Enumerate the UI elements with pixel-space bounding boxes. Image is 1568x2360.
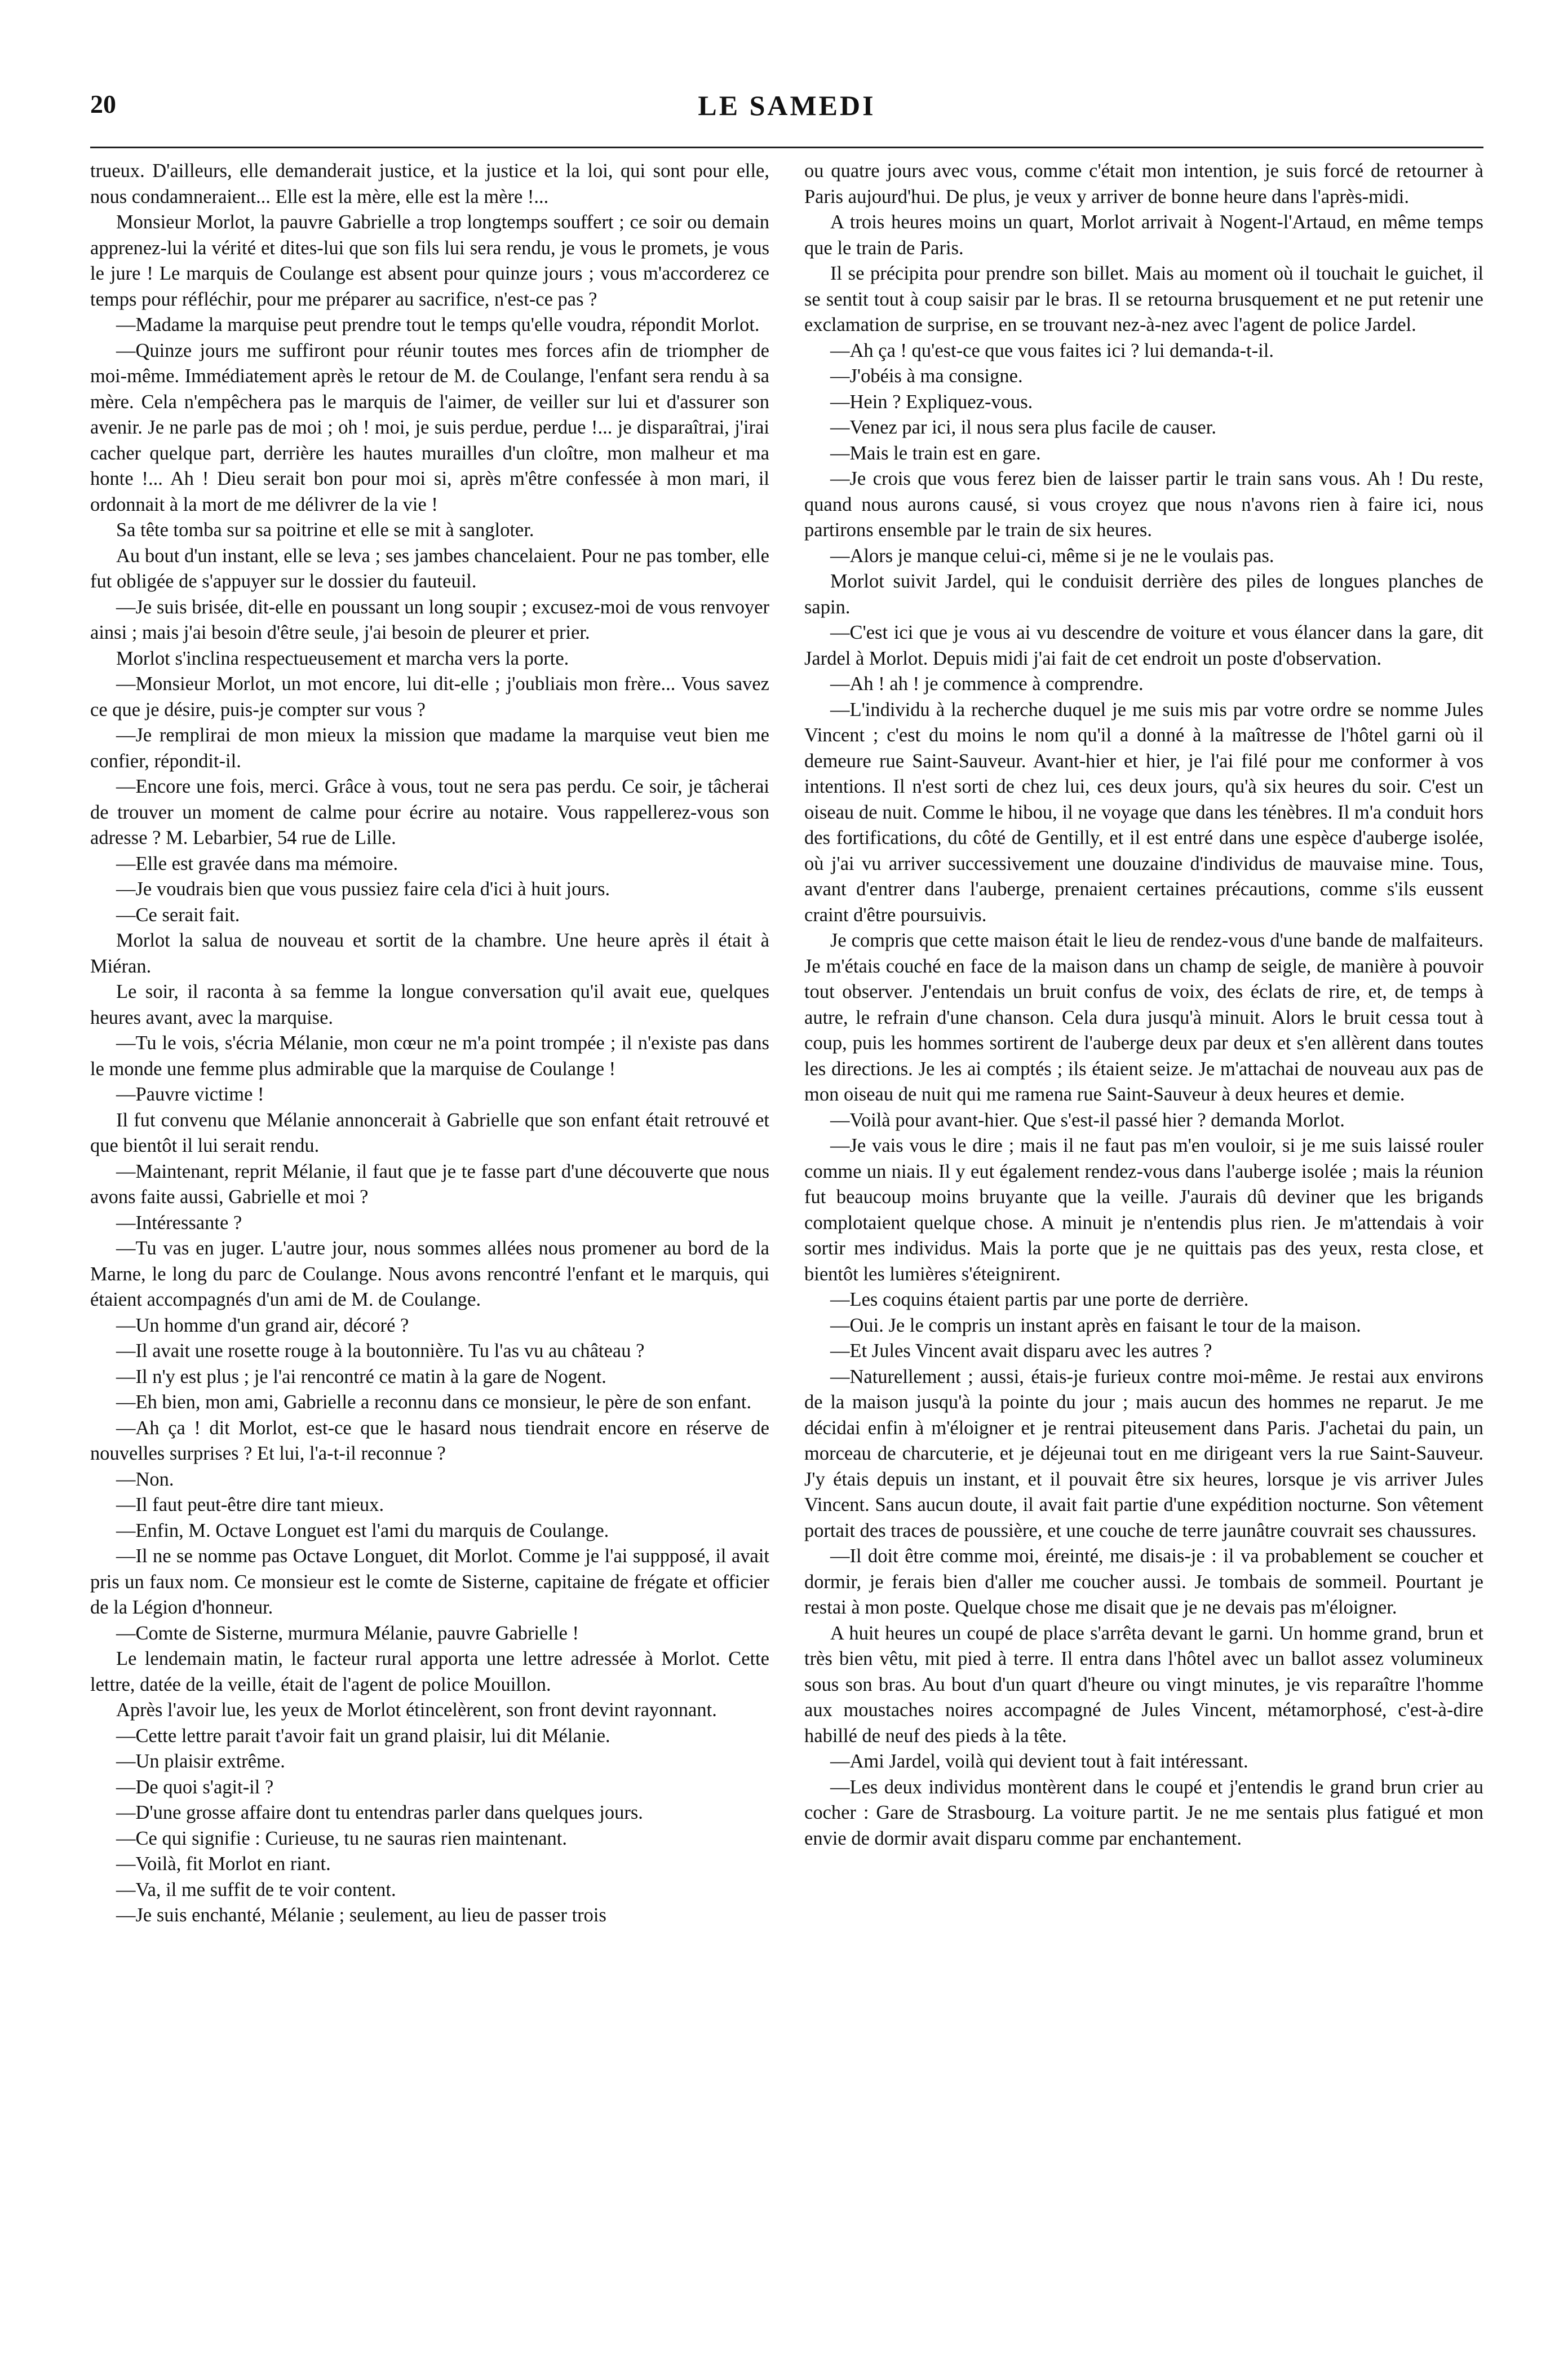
paragraph: —Il avait une rosette rouge à la boutonnière. Tu l'as vu au château ? — [116, 1340, 645, 1362]
paragraph: Sa tête tomba sur sa poitrine et elle se mit à sangloter. — [116, 519, 534, 541]
paragraph: —Venez par ici, il nous sera plus facile de causer. — [830, 417, 1216, 438]
paragraph: —Il n'y est plus ; je l'ai rencontré ce matin à la gare de Nogent. — [116, 1365, 606, 1387]
paragraph: —Voilà, fit Morlot en riant. — [116, 1853, 331, 1875]
paragraph: —Monsieur Morlot, un mot encore, lui dit-elle ; j'oubliais mon frère... Vous savez ce que je désire, puis-je compter sur vous ? — [90, 673, 769, 721]
paragraph: Après l'avoir lue, les yeux de Morlot étincelèrent, son front devint rayonnant. — [116, 1699, 717, 1721]
paragraph: —Elle est gravée dans ma mémoire. — [116, 852, 398, 874]
paragraph: —Pauvre victime ! — [116, 1084, 264, 1105]
paragraph: —Je crois que vous ferez bien de laisser partir le train sans vous. Ah ! Du reste, quand nous aurons causé, si vous croyez que nous n'avons rien à faire ici, nous partirons ensemble par le train de six heures. — [804, 468, 1483, 541]
paragraph: —Quinze jours me suffiront pour réunir toutes mes forces afin de triompher de moi-même. Immédiatement après le retour de M. de Coulange, l'enfant sera rendu à sa mère. Cela n'empêchera pas le marquis de l'aimer, de veiller sur lui et d'assurer son avenir. Je ne parle pas de moi ; oh ! moi, je suis perdue, perdue !... je disparaîtrai, j'irai cacher quelque part, derrière les hautes murailles d'un cloître, mon malheur et ma honte !... Ah ! Dieu serait bon pour moi si, après m'être confessée à mon mari, il ordonnait à la mort de me délivrer de la vie ! — [90, 339, 769, 515]
paragraph: —Maintenant, reprit Mélanie, il faut que je te fasse part d'une découverte que nous avons faite aussi, Gabrielle et moi ? — [90, 1160, 769, 1208]
paragraph: —Il ne se nomme pas Octave Longuet, dit Morlot. Comme je l'ai suppposé, il avait pris un faux nom. Ce monsieur est le comte de Sisterne, capitaine de frégate et officier de la Légion d'honneur. — [90, 1545, 769, 1618]
paragraph: —Intéressante ? — [116, 1212, 242, 1234]
paragraph: —Voilà pour avant-hier. Que s'est-il passé hier ? demanda Morlot. — [830, 1109, 1345, 1131]
paragraph: —Madame la marquise peut prendre tout le temps qu'elle voudra, répondit Morlot. — [116, 314, 760, 335]
paragraph: —Je vais vous le dire ; mais il ne faut pas m'en vouloir, si je me suis laissé rouler comme un niais. Il y eut également rendez-vous dans l'auberge isolée ; mais la réunion fut beaucoup moins bruyante que la veille. J'aurais dû deviner que les brigands complotaient quelque chose. A minuit je n'entendis plus rien. Je m'attendais à voir sortir mes individus. Mais la porte que je ne quittais pas des yeux, resta close, et bientôt les lumières s'éteignirent. — [804, 1135, 1483, 1285]
paragraph: —Je voudrais bien que vous pussiez faire cela d'ici à huit jours. — [116, 878, 610, 900]
paragraph: —Les coquins étaient partis par une porte de derrière. — [830, 1289, 1249, 1310]
journal-title: LE SAMEDI — [698, 90, 876, 121]
paragraph: —C'est ici que je vous ai vu descendre de voiture et vous élancer dans la gare, dit Jardel à Morlot. Depuis midi j'ai fait de cet endroit un poste d'observation. — [804, 622, 1483, 669]
right-column — [804, 158, 1483, 1929]
paragraph: —Cette lettre parait t'avoir fait un grand plaisir, lui dit Mélanie. — [116, 1725, 610, 1747]
paragraph: —Et Jules Vincent avait disparu avec les autres ? — [830, 1340, 1212, 1362]
paragraph: —Ce qui signifie : Curieuse, tu ne sauras rien maintenant. — [116, 1827, 568, 1849]
paragraph: —L'individu à la recherche duquel je me suis mis par votre ordre se nomme Jules Vincent ; c'est du moins le nom qu'il a donné à la maîtresse de l'hôtel garni où il demeure rue Saint-Sauveur. Avant-hier et hier, je l'ai filé pour me conformer à vos intentions. Il n'est sorti de chez lui, ces deux jours, qu'à six heures du soir. C'est un oiseau de nuit. Comme le hibou, il ne voyage que dans les ténèbres. Il m'a conduit hors des fortifications, du côté de Gentilly, et il est entré dans une espèce d'auberge isolée, où j'ai vu arriver successivement une douzaine d'individus de mauvaise mine. Tous, avant d'entrer dans l'auberge, prenaient certaines précautions, comme s'ils eussent craint d'être poursuivis. — [804, 699, 1483, 926]
paragraph: —Hein ? Expliquez-vous. — [830, 391, 1033, 413]
paragraph: A trois heures moins un quart, Morlot arrivait à Nogent-l'Artaud, en même temps que le train de Paris. — [804, 211, 1483, 259]
page-header — [90, 85, 1483, 148]
paragraph: trueux. D'ailleurs, elle demanderait justice, et la justice et la loi, qui sont pour elle, nous condamneraient... Elle est la mère, elle est la mère !... — [90, 160, 769, 207]
paragraph: —Tu le vois, s'écria Mélanie, mon cœur ne m'a point trompée ; il n'existe pas dans le monde une femme plus admirable que la marquise de Coulange ! — [90, 1032, 769, 1080]
text-columns — [90, 158, 1483, 1929]
paragraph: —Un homme d'un grand air, décoré ? — [116, 1314, 409, 1336]
paragraph: Le soir, il raconta à sa femme la longue conversation qu'il avait eue, quelques heures avant, avec la marquise. — [90, 981, 769, 1028]
paragraph: —De quoi s'agit-il ? — [116, 1776, 274, 1798]
paragraph: —Il faut peut-être dire tant mieux. — [116, 1494, 384, 1515]
paragraph: —Il doit être comme moi, éreinté, me disais-je : il va probablement se coucher et dormir, je ferais bien d'aller me coucher aussi. Je tombais de sommeil. Pourtant je restai à mon poste. Quelque chose me disait que je ne devais pas m'éloigner. — [804, 1545, 1483, 1618]
paragraph: —Non. — [116, 1468, 174, 1490]
paragraph: ou quatre jours avec vous, comme c'était mon intention, je suis forcé de retourner à Paris aujourd'hui. De plus, je veux y arriver de bonne heure dans l'après-midi. — [804, 160, 1483, 207]
paragraph: —Ah ça ! qu'est-ce que vous faites ici ? lui demanda-t-il. — [830, 339, 1274, 361]
paragraph: —Je remplirai de mon mieux la mission que madame la marquise veut bien me confier, répondit-il. — [90, 724, 769, 772]
paragraph: —Mais le train est en gare. — [830, 442, 1041, 464]
paragraph: —Naturellement ; aussi, étais-je furieux contre moi-même. Je restai aux environs de la maison jusqu'à la pointe du jour ; mais aucun des hommes ne reparut. Je me décidai enfin à m'éloigner et je rentrai piteusement dans Paris. J'achetai du pain, un morceau de charcuterie, et je déjeunai tout en me dirigeant vers la rue Saint-Sauveur. J'y étais depuis un instant, et il pouvait être six heures, lorsque je vis arriver Jules Vincent. Sans aucun doute, il avait fait partie d'une expédition nocturne. Son vêtement portait des traces de poussière, et une couche de terre jaunâtre couvrait ses chaussures. — [804, 1365, 1483, 1541]
paragraph: —Eh bien, mon ami, Gabrielle a reconnu dans ce monsieur, le père de son enfant. — [116, 1391, 752, 1413]
paragraph: —Oui. Je le compris un instant après en faisant le tour de la maison. — [830, 1314, 1361, 1336]
paragraph: Le lendemain matin, le facteur rural apporta une lettre adressée à Morlot. Cette lettre, datée de la veille, était de l'agent de police Mouillon. — [90, 1648, 769, 1695]
paragraph: —Enfin, M. Octave Longuet est l'ami du marquis de Coulange. — [116, 1519, 609, 1541]
paragraph: —Je suis brisée, dit-elle en poussant un long soupir ; excusez-moi de vous renvoyer ainsi ; mais j'ai besoin d'être seule, j'ai besoin de pleurer et prier. — [90, 596, 769, 643]
paragraph: Au bout d'un instant, elle se leva ; ses jambes chancelaient. Pour ne pas tomber, elle fut obligée de s'appuyer sur le dossier du fauteuil. — [90, 545, 769, 592]
paragraph: Monsieur Morlot, la pauvre Gabrielle a trop longtemps souffert ; ce soir ou demain apprenez-lui la vérité et dites-lui que son fils lui sera rendu, je vous le promets, je vous le jure ! Le marquis de Coulange est absent pour quinze jours ; vous m'accorderez ce temps pour réfléchir, pour me préparer au sacrifice, n'est-ce pas ? — [90, 211, 769, 310]
paragraph: —Je suis enchanté, Mélanie ; seulement, au lieu de passer trois — [116, 1904, 606, 1926]
paragraph: —Va, il me suffit de te voir content. — [116, 1879, 396, 1901]
paragraph: —J'obéis à ma consigne. — [830, 365, 1023, 387]
paragraph: —Ami Jardel, voilà qui devient tout à fait intéressant. — [830, 1751, 1248, 1772]
paragraph: Morlot s'inclina respectueusement et marcha vers la porte. — [116, 647, 569, 669]
paragraph: —Un plaisir extrême. — [116, 1751, 285, 1772]
paragraph: —Ce serait fait. — [116, 904, 240, 926]
paragraph: —Tu vas en juger. L'autre jour, nous sommes allées nous promener au bord de la Marne, le long du parc de Coulange. Nous avons rencontré l'enfant et le marquis, qui étaient accompagnés d'un ami de M. de Coulange. — [90, 1238, 769, 1310]
paragraph: A huit heures un coupé de place s'arrêta devant le garni. Un homme grand, brun et très bien vêtu, mit pied à terre. Il entra dans l'hôtel avec un ballot assez volumineux sous son bras. Au bout d'un quart d'heure ou vingt minutes, je vis reparaître l'homme aux moustaches noires accompagné de Jules Vincent, métamorphosé, c'est-à-dire habillé de neuf des pieds à la tête. — [804, 1622, 1483, 1747]
paragraph: Il se précipita pour prendre son billet. Mais au moment où il touchait le guichet, il se sentit tout à coup saisir par le bras. Il se retourna brusquement et ne put retenir une exclamation de surprise, en se trouvant nez-à-nez avec l'agent de police Jardel. — [804, 263, 1483, 335]
paragraph: —Comte de Sisterne, murmura Mélanie, pauvre Gabrielle ! — [116, 1622, 579, 1644]
paragraph: —Encore une fois, merci. Grâce à vous, tout ne sera pas perdu. Ce soir, je tâcherai de trouver un moment de calme pour écrire au notaire. Vous rappellerez-vous son adresse ? M. Lebarbier, 54 rue de Lille. — [90, 776, 769, 848]
paragraph: Morlot suivit Jardel, qui le conduisit derrière des piles de longues planches de sapin. — [804, 571, 1483, 618]
paragraph: —D'une grosse affaire dont tu entendras parler dans quelques jours. — [116, 1802, 643, 1823]
paragraph: —Ah ça ! dit Morlot, est-ce que le hasard nous tiendrait encore en réserve de nouvelles surprises ? Et lui, l'a-t-il reconnue ? — [90, 1417, 769, 1464]
paragraph: —Alors je manque celui-ci, même si je ne le voulais pas. — [830, 545, 1274, 567]
paragraph: Morlot la salua de nouveau et sortit de la chambre. Une heure après il était à Miéran. — [90, 930, 769, 977]
left-column — [90, 158, 769, 1929]
paragraph: Je compris que cette maison était le lieu de rendez-vous d'une bande de malfaiteurs. Je m'étais couché en face de la maison dans un champ de seigle, de manière à pouvoir tout observer. J'entendais un bruit confus de voix, des éclats de rire, et, de temps à autre, le refrain d'une chanson. Cela dura jusqu'à minuit. Alors le bruit cessa tout à coup, puis les hommes sortirent de l'auberge deux par deux et s'en allèrent dans toutes les directions. Je les ai comptés ; ils étaient seize. Je m'attachai de nouveau aux pas de mon oiseau de nuit qui me ramena rue Saint-Sauveur à deux heures et demie. — [804, 930, 1483, 1105]
paragraph: —Les deux individus montèrent dans le coupé et j'entendis le grand brun crier au cocher : Gare de Strasbourg. La voiture partit. Je ne me sentais plus fatigué et mon envie de dormir avait disparu comme par enchantement. — [804, 1776, 1483, 1849]
paragraph: —Ah ! ah ! je commence à comprendre. — [830, 673, 1144, 695]
paragraph: Il fut convenu que Mélanie annoncerait à Gabrielle que son enfant était retrouvé et que bientôt il lui serait rendu. — [90, 1109, 769, 1156]
page-number: 20 — [90, 90, 116, 118]
